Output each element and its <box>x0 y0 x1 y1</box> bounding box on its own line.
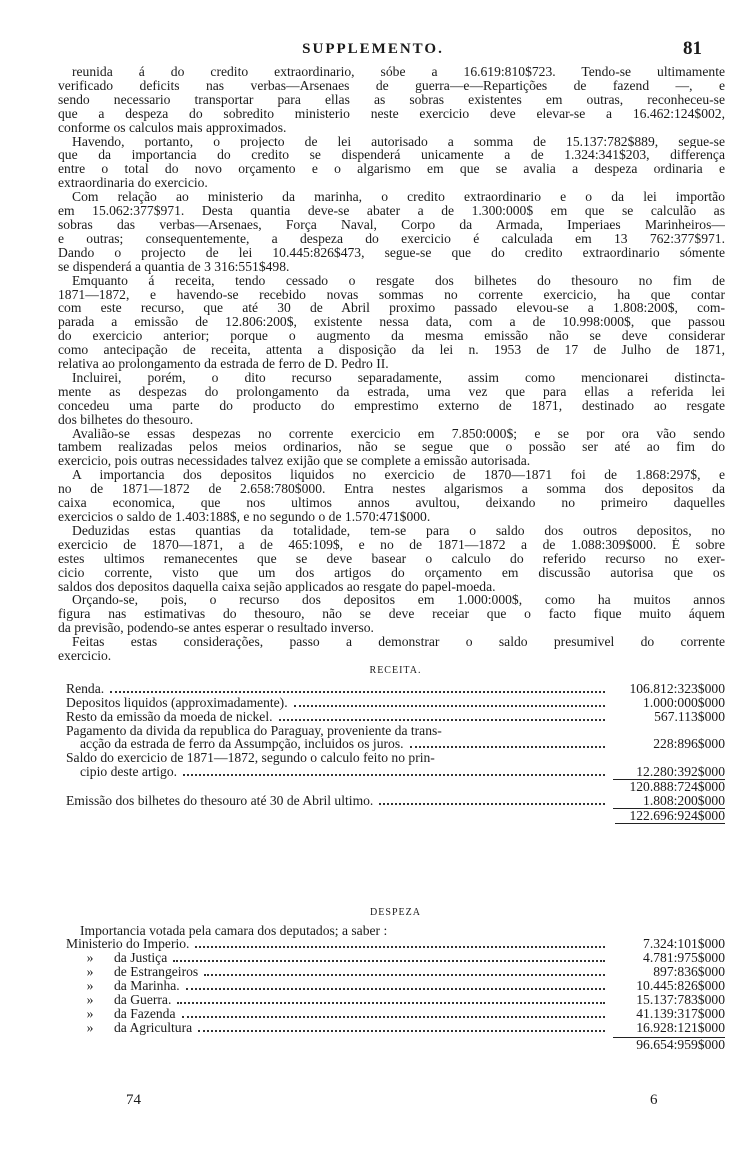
row-value: 228:896$000 <box>653 736 725 751</box>
dot-leader <box>173 960 605 962</box>
text-line: Orçando-se, pois, o recurso dos depositos em 1.000:000$, como ha muitos annos <box>72 593 725 608</box>
text-line: Avalião-se essas despezas no corrente exercicio em 7.850:000$; e se por ora vão sendo <box>72 426 725 441</box>
text-line: tambem realizadas pelos meios ordinarios, não se segue que o possão ser até ao fim do <box>58 440 725 455</box>
despeza-total: 96.654:959$000 <box>636 1037 725 1052</box>
text-line: Feitas estas considerações, passo a demonstrar o saldo presumivel do corrente <box>72 635 725 650</box>
text-line: do exercicio anterior; porque o augmento da mesma emissão não se deve considerar <box>58 329 725 344</box>
row-label: Resto da emissão da moeda de nickel. <box>66 708 273 724</box>
table-row <box>66 724 725 738</box>
row-value: 4.781:975$000 <box>643 950 725 965</box>
text-line: da previsão, podendo-se antes esperar o resultado inverso. <box>58 621 374 636</box>
dot-leader <box>294 705 605 707</box>
row-label: Pagamento da divida da republica do Paraguay, proveniente da trans- <box>66 722 442 738</box>
row-value: 15.137:783$000 <box>636 992 725 1007</box>
page-number: 81 <box>683 38 702 59</box>
ditto-mark: » <box>86 992 94 1007</box>
text-line: Deduzidas estas quantias da totalidade, tem-se para o saldo dos outros depositos, no <box>72 523 725 538</box>
table-row <box>66 937 725 951</box>
ditto-mark: » <box>86 964 94 979</box>
row-value: 16.928:121$000 <box>636 1020 725 1035</box>
text-line: A importancia dos depositos liquidos no exercicio de 1870—1871 foi de 1.868:297$, e <box>72 468 725 483</box>
receita-title: RECEITA. <box>369 665 422 676</box>
dot-leader <box>198 1030 605 1032</box>
row-label: da Justiça <box>114 950 168 965</box>
table-row <box>66 737 725 751</box>
despeza-title: DESPEZA <box>370 907 421 918</box>
row-label: da Guerra. <box>114 992 172 1007</box>
dot-leader <box>279 719 606 721</box>
text-line: exercicios o saldo de 1.403:188$, e no segundo o de 1.570:471$000. <box>58 510 431 524</box>
row-value: 10.445:826$000 <box>636 978 725 993</box>
dot-leader <box>204 974 605 976</box>
receita-total: 122.696:924$000 <box>66 809 725 824</box>
text-line: com este recurso, que até 30 de Abril proximo passado elevou-se a 1.808:200$, com- <box>58 301 725 316</box>
text-line: estes ultimos remanecentes que se deve basear o calculo do referido recurso no exer- <box>58 551 725 566</box>
text-line: exercicio. <box>58 649 112 663</box>
receita-subtotal: 120.888:724$000 <box>629 778 725 794</box>
text-line: sendo necessario transportar para ellas as sobras existentes em outras, reconheceu-se <box>58 92 725 107</box>
table-row <box>66 751 725 765</box>
row-value: 106.812:323$000 <box>629 680 725 696</box>
signature-mark-left: 74 <box>126 1092 141 1108</box>
row-value: 41.139:317$000 <box>636 1006 725 1021</box>
receita-emissao-row: Emissão dos bilhetes do thesouro até 30 de Abril ultimo. 1.808:200$000 <box>66 793 725 808</box>
text-line: saldos dos depositos daquella caixa sejão applicados ao resgate do papel-moeda. <box>58 579 496 594</box>
dot-leader <box>110 691 605 693</box>
text-line: exercicio de 1870—1871, a de 465:109$, e no de 1871—1872 a de 1.088:309$000. É sobre <box>58 537 725 552</box>
text-line: figura nas estimativas do thesouro, não se deve receiar que o facto fique muito áquem <box>58 607 725 622</box>
dot-leader <box>186 988 605 990</box>
row-label: Saldo do exercicio de 1871—1872, segundo o calculo feito no prin- <box>66 750 435 765</box>
row-value: 897:836$000 <box>653 964 725 979</box>
row-label: de Estrangeiros <box>114 964 199 979</box>
dot-leader <box>183 774 605 776</box>
table-row <box>66 765 725 779</box>
text-line: que da importancia do credito se dispenderá unicamente a de 1.324:341$203, differença <box>58 148 725 163</box>
ditto-mark: » <box>86 1020 94 1035</box>
text-line: caixa economica, que nos ultimos annos avultou, deixando no primeiro daquelles <box>58 496 725 510</box>
table-row <box>66 979 725 993</box>
signature-mark-right: 6 <box>650 1092 658 1108</box>
table-row <box>66 1007 725 1021</box>
row-label: Depositos liquidos (approximadamente). <box>66 694 288 710</box>
text-line: no de 1871—1872 de 2.658:780$000. Entra nestes algarismos a somma dos depositos da <box>58 482 725 497</box>
despeza-table <box>66 906 725 1052</box>
ditto-mark: » <box>86 1006 94 1021</box>
row-label: Ministerio do Imperio. <box>66 936 190 951</box>
receita-table <box>66 664 725 824</box>
text-line: extraordinaria do exercicio. <box>58 176 208 191</box>
row-value: 12.280:392$000 <box>636 763 725 779</box>
text-line: entre o total do novo orçamento e o algarismo em que se avalia a despeza ordinaria e <box>58 162 725 177</box>
text-line: Emquanto á receita, tendo cessado o resgate dos bilhetes do thesouro no fim de <box>72 273 725 288</box>
text-line: reunida á do credito extraordinario, sóbe a 16.619:810$723. Tendo-se ultimamente <box>72 65 725 79</box>
table-row <box>66 696 725 710</box>
row-value: 1.000:000$000 <box>643 694 725 710</box>
text-line: sobras das verbas—Arsenaes, Força Naval, Corpo da Armada, Imperiaes Marinheiros— <box>58 217 725 232</box>
text-line: Havendo, portanto, o projecto de lei autorisado a somma de 15.137:782$889, segue-se <box>72 134 725 149</box>
row-label: da Fazenda <box>114 1006 176 1021</box>
text-line: verificado deficits nas verbas—Arsenaes de guerra—e—Repartições de fazend —, e <box>58 78 725 93</box>
text-line: como antecipação de receita, attenta a disposição da lei n. 1953 de 17 de Julho de 1871, <box>58 343 725 358</box>
table-row <box>66 951 725 965</box>
row-label: cipio deste artigo. <box>80 763 178 779</box>
ditto-mark: » <box>86 978 94 993</box>
row-value: 567.113$000 <box>654 708 725 724</box>
text-line: dos bilhetes do thesouro. <box>58 412 194 427</box>
text-line: concedeu uma parte do producto do emprestimo externo de 1871, destinado ao resgate <box>58 398 725 413</box>
text-line: relativa ao prolongamento da estrada de ferro de D. Pedro II. <box>58 357 389 371</box>
text-line: Com relação ao ministerio da marinha, o credito extraordinario e o da lei importão <box>72 190 725 205</box>
text-line: mente as despezas do prolongamento da estrada, uma vez que para ellas a referida lei <box>58 384 725 399</box>
text-line: parada a emissão de 12.806:200$, existente nessa data, com a de 10.998:000$, que passou <box>58 315 725 330</box>
row-label: Renda. <box>66 680 105 696</box>
text-line: conforme os calculos mais approximados. <box>58 120 287 135</box>
row-label: da Agricultura <box>114 1020 193 1035</box>
dot-leader <box>177 1002 605 1004</box>
dot-leader <box>410 746 605 748</box>
body-text <box>58 65 725 663</box>
dot-leader <box>195 946 605 948</box>
text-line: em 15.062:377$971. Desta quantia deve-se abater a de 1.300:000$ em que se calculão as <box>58 204 725 218</box>
row-label: acção da estrada de ferro da Assumpção, incluidos os juros. <box>80 736 404 751</box>
row-label: da Marinha. <box>114 978 180 993</box>
text-line: Incluirei, porém, o dito recurso separadamente, assim como mencionarei distincta- <box>72 370 725 385</box>
text-line: e outras; consequentemente, a despeza do exercicio é calculada em 13 762:377$971. <box>58 231 725 246</box>
row-value: 7.324:101$000 <box>643 936 725 951</box>
text-line: que a despeza do sobredito ministerio neste exercicio deve elevar-se a 16.462:124$002, <box>58 106 725 121</box>
table-row <box>66 993 725 1007</box>
table-row <box>66 682 725 696</box>
dot-leader <box>182 1016 605 1018</box>
text-line: Dando o projecto de lei 10.445:826$473, segue-se que do credito extraordinario sómente <box>58 245 725 260</box>
text-line: 1871—1872, e havendo-se recebido novas sommas no corrente exercicio, ha que contar <box>58 287 725 302</box>
text-line: cicio corrente, visto que um dos artigos do orçamento em discussão autorisa que os <box>58 565 725 580</box>
table-row <box>66 710 725 724</box>
ditto-mark: » <box>86 950 94 965</box>
running-header: SUPPLEMENTO. <box>302 41 444 57</box>
table-row <box>66 965 725 979</box>
text-line: se dispenderá a quantia de 3 316:551$498. <box>58 259 290 274</box>
text-line: exercicio, pois outras necessidades talvez exijão que se complete a emissão autorisada. <box>58 454 531 469</box>
table-row <box>66 1021 725 1035</box>
despeza-intro: Importancia votada pela camara dos deputados; a saber : <box>80 922 388 938</box>
